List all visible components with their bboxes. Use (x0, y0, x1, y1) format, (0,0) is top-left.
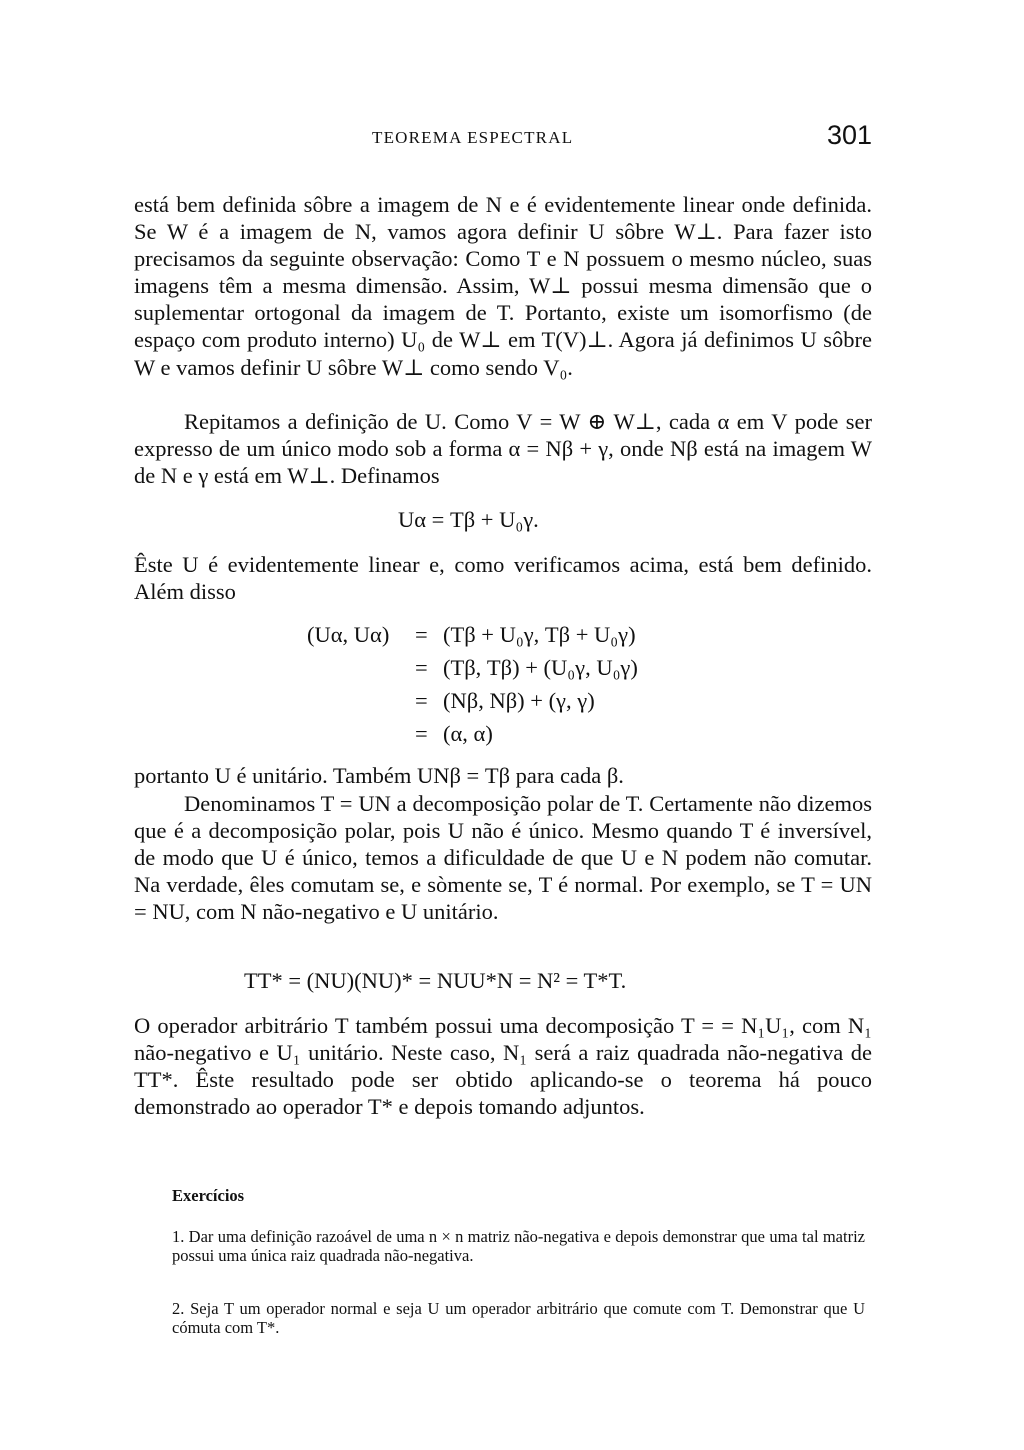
exercise-1: 1. Dar uma definição razoável de uma n × n matriz não-negativa e depois demonstrar que uma tal matriz possui uma única raiz quadrada não-negativa. (172, 1227, 865, 1265)
paragraph-1: está bem definida sôbre a imagem de N e é evidentemente linear onde definida. Se W é a imagem de N, vamos agora definir U sôbre W⊥. Para fazer isto precisamos da seguinte observação: Como T e N possuem o mesmo núcleo, suas imagens têm a mesma dimensão. Assim, W⊥ possui mesma dimensão que o suplementar ortogonal da imagem de T. Portanto, existe um isomorfismo (de espaço com produto interno) U₀ de W⊥ em T(V)⊥. Agora já definimos U sôbre W e vamos definir U sôbre W⊥ como sendo V₀. (134, 192, 872, 380)
equation-normal: TT* = (NU)(NU)* = NUU*N = N² = T*T. (244, 968, 627, 993)
equation-rhs-3: (Nβ, Nβ) + (γ, γ) (443, 688, 595, 713)
running-title: TEOREMA ESPECTRAL (372, 128, 574, 147)
equation-row-3: = (Nβ, Nβ) + (γ, γ) (415, 688, 595, 713)
page-number: 301 (826, 120, 872, 150)
equation-rhs-2: (Tβ, Tβ) + (U₀γ, U₀γ) (443, 655, 638, 680)
equation-row-1: (Uα, Uα) = (Tβ + U₀γ, Tβ + U₀γ) (307, 622, 636, 647)
paragraph-5: Denominamos T = UN a decomposição polar de T. Certamente não dizemos que é a decomposição polar, pois U não é único. Mesmo quando T é inversível, de modo que U é único, temos a dificuldade de que U e N podem não comutar. Na verdade, êles comutam se, e sòmente se, T é normal. Por exemplo, se T = UN = NU, com N não-negativo e U unitário. (134, 791, 872, 925)
page-header (140, 122, 872, 162)
exercise-2: 2. Seja T um operador normal e seja U um operador arbitrário que comute com T. Demonstrar que U cómuta com T*. (172, 1299, 865, 1337)
equation-rhs-1: (Tβ + U₀γ, Tβ + U₀γ) (443, 622, 636, 647)
paragraph-2: Repitamos a definição de U. Como V = W ⊕ W⊥, cada α em V pode ser expresso de um único modo sob a forma α = Nβ + γ, onde Nβ está na imagem W de N e γ está em W⊥. Definamos (134, 409, 872, 489)
equation-rhs-4: (α, α) (443, 721, 493, 746)
paragraph-4: portanto U é unitário. Também UNβ = Tβ para cada β. (134, 763, 624, 788)
equation-definition-U: Uα = Tβ + U₀γ. (398, 507, 539, 532)
equation-lhs: (Uα, Uα) (307, 622, 390, 647)
equation-row-4: = (α, α) (415, 721, 493, 746)
paragraph-3: Êste U é evidentemente linear e, como verificamos acima, está bem definido. Além disso (134, 552, 872, 605)
exercises-heading: Exercícios (172, 1186, 245, 1205)
paragraph-6: O operador arbitrário T também possui uma decomposição T = = N₁U₁, com N₁ não-negativo e U₁ unitário. Neste caso, N₁ será a raiz quadrada não-negativa de TT*. Êste resultado pode ser obtido aplicando-se o teorema há pouco demonstrado ao operador T* e depois tomando adjuntos. (134, 1013, 872, 1120)
equation-row-2: = (Tβ, Tβ) + (U₀γ, U₀γ) (415, 655, 638, 680)
